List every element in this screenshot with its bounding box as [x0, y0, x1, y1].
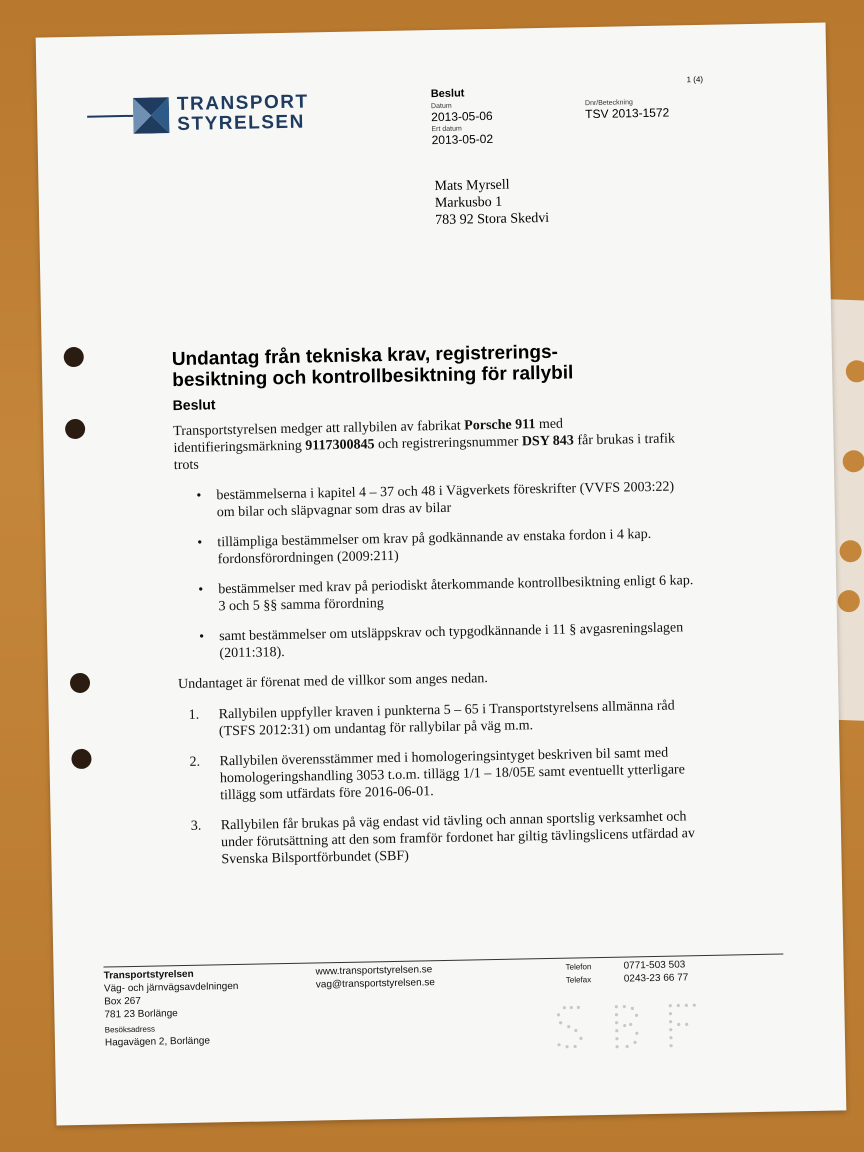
list-item: • tillämpliga bestämmelser om krav på godkännande av enstaka fordon i 4 kap. fordonsförordningen (2009:211) — [197, 525, 696, 569]
reference-block — [585, 99, 669, 122]
document-title: Undantag från tekniska krav, registrerings-besiktning och kontrollbesiktning för rallybil — [171, 341, 574, 392]
punch-hole — [71, 749, 91, 769]
date-block — [431, 102, 493, 147]
vehicle-make: Porsche 911 — [464, 417, 536, 434]
sleeve-hole — [837, 590, 860, 613]
phone-value: 0771-503 503 — [623, 959, 686, 972]
footer-phone-block — [565, 958, 688, 986]
sleeve-hole — [839, 540, 862, 563]
sleeve-hole — [845, 360, 864, 383]
logo-mark-icon — [133, 97, 170, 134]
intro-text: Transportstyrelsen medger att rallybilen av fabrikat — [173, 418, 465, 440]
item-text: Rallybilen får brukas på väg endast vid tävling och annan sportslig verksamhet och under förutsättning att den som framför fordonet har giltig tävlingslicens utfärdad av Svenska Bilsportförbundet (SBF) — [220, 809, 696, 868]
fax-value: 0243-23 66 77 — [623, 972, 689, 985]
embossed-stamp — [544, 1000, 715, 1053]
footer-email: vag@transportstyrelsen.se — [315, 977, 436, 991]
recipient-address — [434, 176, 549, 229]
punch-hole — [70, 673, 90, 693]
footer-contact — [315, 963, 435, 991]
page-number: 1 (4) — [686, 74, 704, 85]
doc-type: Beslut — [430, 87, 465, 101]
conditions-intro: Undantaget är förenat med de villkor som anges nedan. — [177, 671, 489, 693]
item-text: Rallybilen uppfyller kraven i punkterna 5 – 65 i Transportstyrelsens allmänna råd (TSFS 2012:31) om undantag för rallybilar på väg m.m. — [218, 698, 675, 740]
intro-text: med identifieringsmärkning — [173, 416, 564, 457]
ref-value: TSV 2013-1572 — [585, 105, 670, 122]
footer-address — [104, 967, 240, 1050]
recipient-street: Markusbo 1 — [434, 194, 503, 212]
logo-text-line1: TRANSPORT — [176, 91, 309, 115]
document-page — [36, 23, 847, 1126]
list-item — [189, 697, 700, 741]
ref-label: Dnr/Beteckning — [584, 99, 633, 108]
registration-number: DSY 843 — [521, 433, 575, 450]
footer-box: Box 267 — [104, 995, 141, 1008]
footer-visit: Hagavägen 2, Borlänge — [104, 1035, 211, 1049]
agency-logo — [87, 92, 309, 136]
punch-hole — [64, 347, 84, 367]
list-item — [189, 744, 700, 805]
sleeve-hole — [842, 450, 864, 473]
exemption-list — [174, 478, 697, 663]
intro-text: och registreringsnummer — [374, 434, 523, 453]
received-value: 2013-05-02 — [431, 131, 494, 148]
footer-visit-label: Besöksadress — [104, 1024, 156, 1035]
recipient-name: Mats Myrsell — [434, 177, 510, 195]
list-item: • bestämmelser med krav på periodiskt återkommande kontrollbesiktning enligt 6 kap. 3 och 5 §§ samma förordning — [198, 572, 697, 616]
section-heading: Beslut — [172, 396, 216, 414]
footer-org: Transportstyrelsen — [103, 968, 194, 982]
footer-web: www.transportstyrelsen.se — [315, 964, 433, 978]
conditions-list — [179, 697, 702, 869]
logo-text-line2: STYRELSEN — [177, 111, 306, 135]
recipient-city: 783 92 Stora Skedvi — [435, 210, 550, 229]
list-item: • bestämmelserna i kapitel 4 – 37 och 48 i Vägverkets föreskrifter (VVFS 2003:22) om bilar och släpvagnar som dras av bilar — [196, 478, 695, 522]
item-number: 3. — [190, 818, 202, 834]
phone-label: Telefon — [565, 962, 592, 972]
document-body — [173, 413, 702, 882]
logo-arrow-line — [87, 115, 133, 118]
footer-dept: Väg- och järnvägsavdelningen — [103, 980, 239, 995]
item-number: 2. — [189, 754, 201, 770]
list-item — [191, 808, 702, 869]
date-value: 2013-05-06 — [431, 108, 493, 125]
vehicle-id: 9117300845 — [305, 437, 375, 454]
item-text: Rallybilen överensstämmer med i homologeringsintyget beskriven bil samt med homologeringshandling 3053 t.o.m. tillägg 1/1 – 18/05E samt eventuellt ytterligare tillägg som utfärdats före 2016-06-01. — [219, 745, 685, 804]
item-number: 1. — [188, 707, 200, 723]
fax-label: Telefax — [565, 975, 592, 985]
footer-postal: 781 23 Borlänge — [104, 1008, 178, 1021]
received-label: Ert datum — [431, 125, 462, 134]
intro-text: får brukas i trafik trots — [173, 431, 676, 474]
intro-paragraph — [173, 413, 694, 474]
list-item: • samt bestämmelser om utsläppskrav och typgodkännande i 11 § avgasreningslagen (2011:318). — [199, 619, 698, 663]
punch-hole — [65, 419, 85, 439]
date-label: Datum — [430, 102, 452, 111]
